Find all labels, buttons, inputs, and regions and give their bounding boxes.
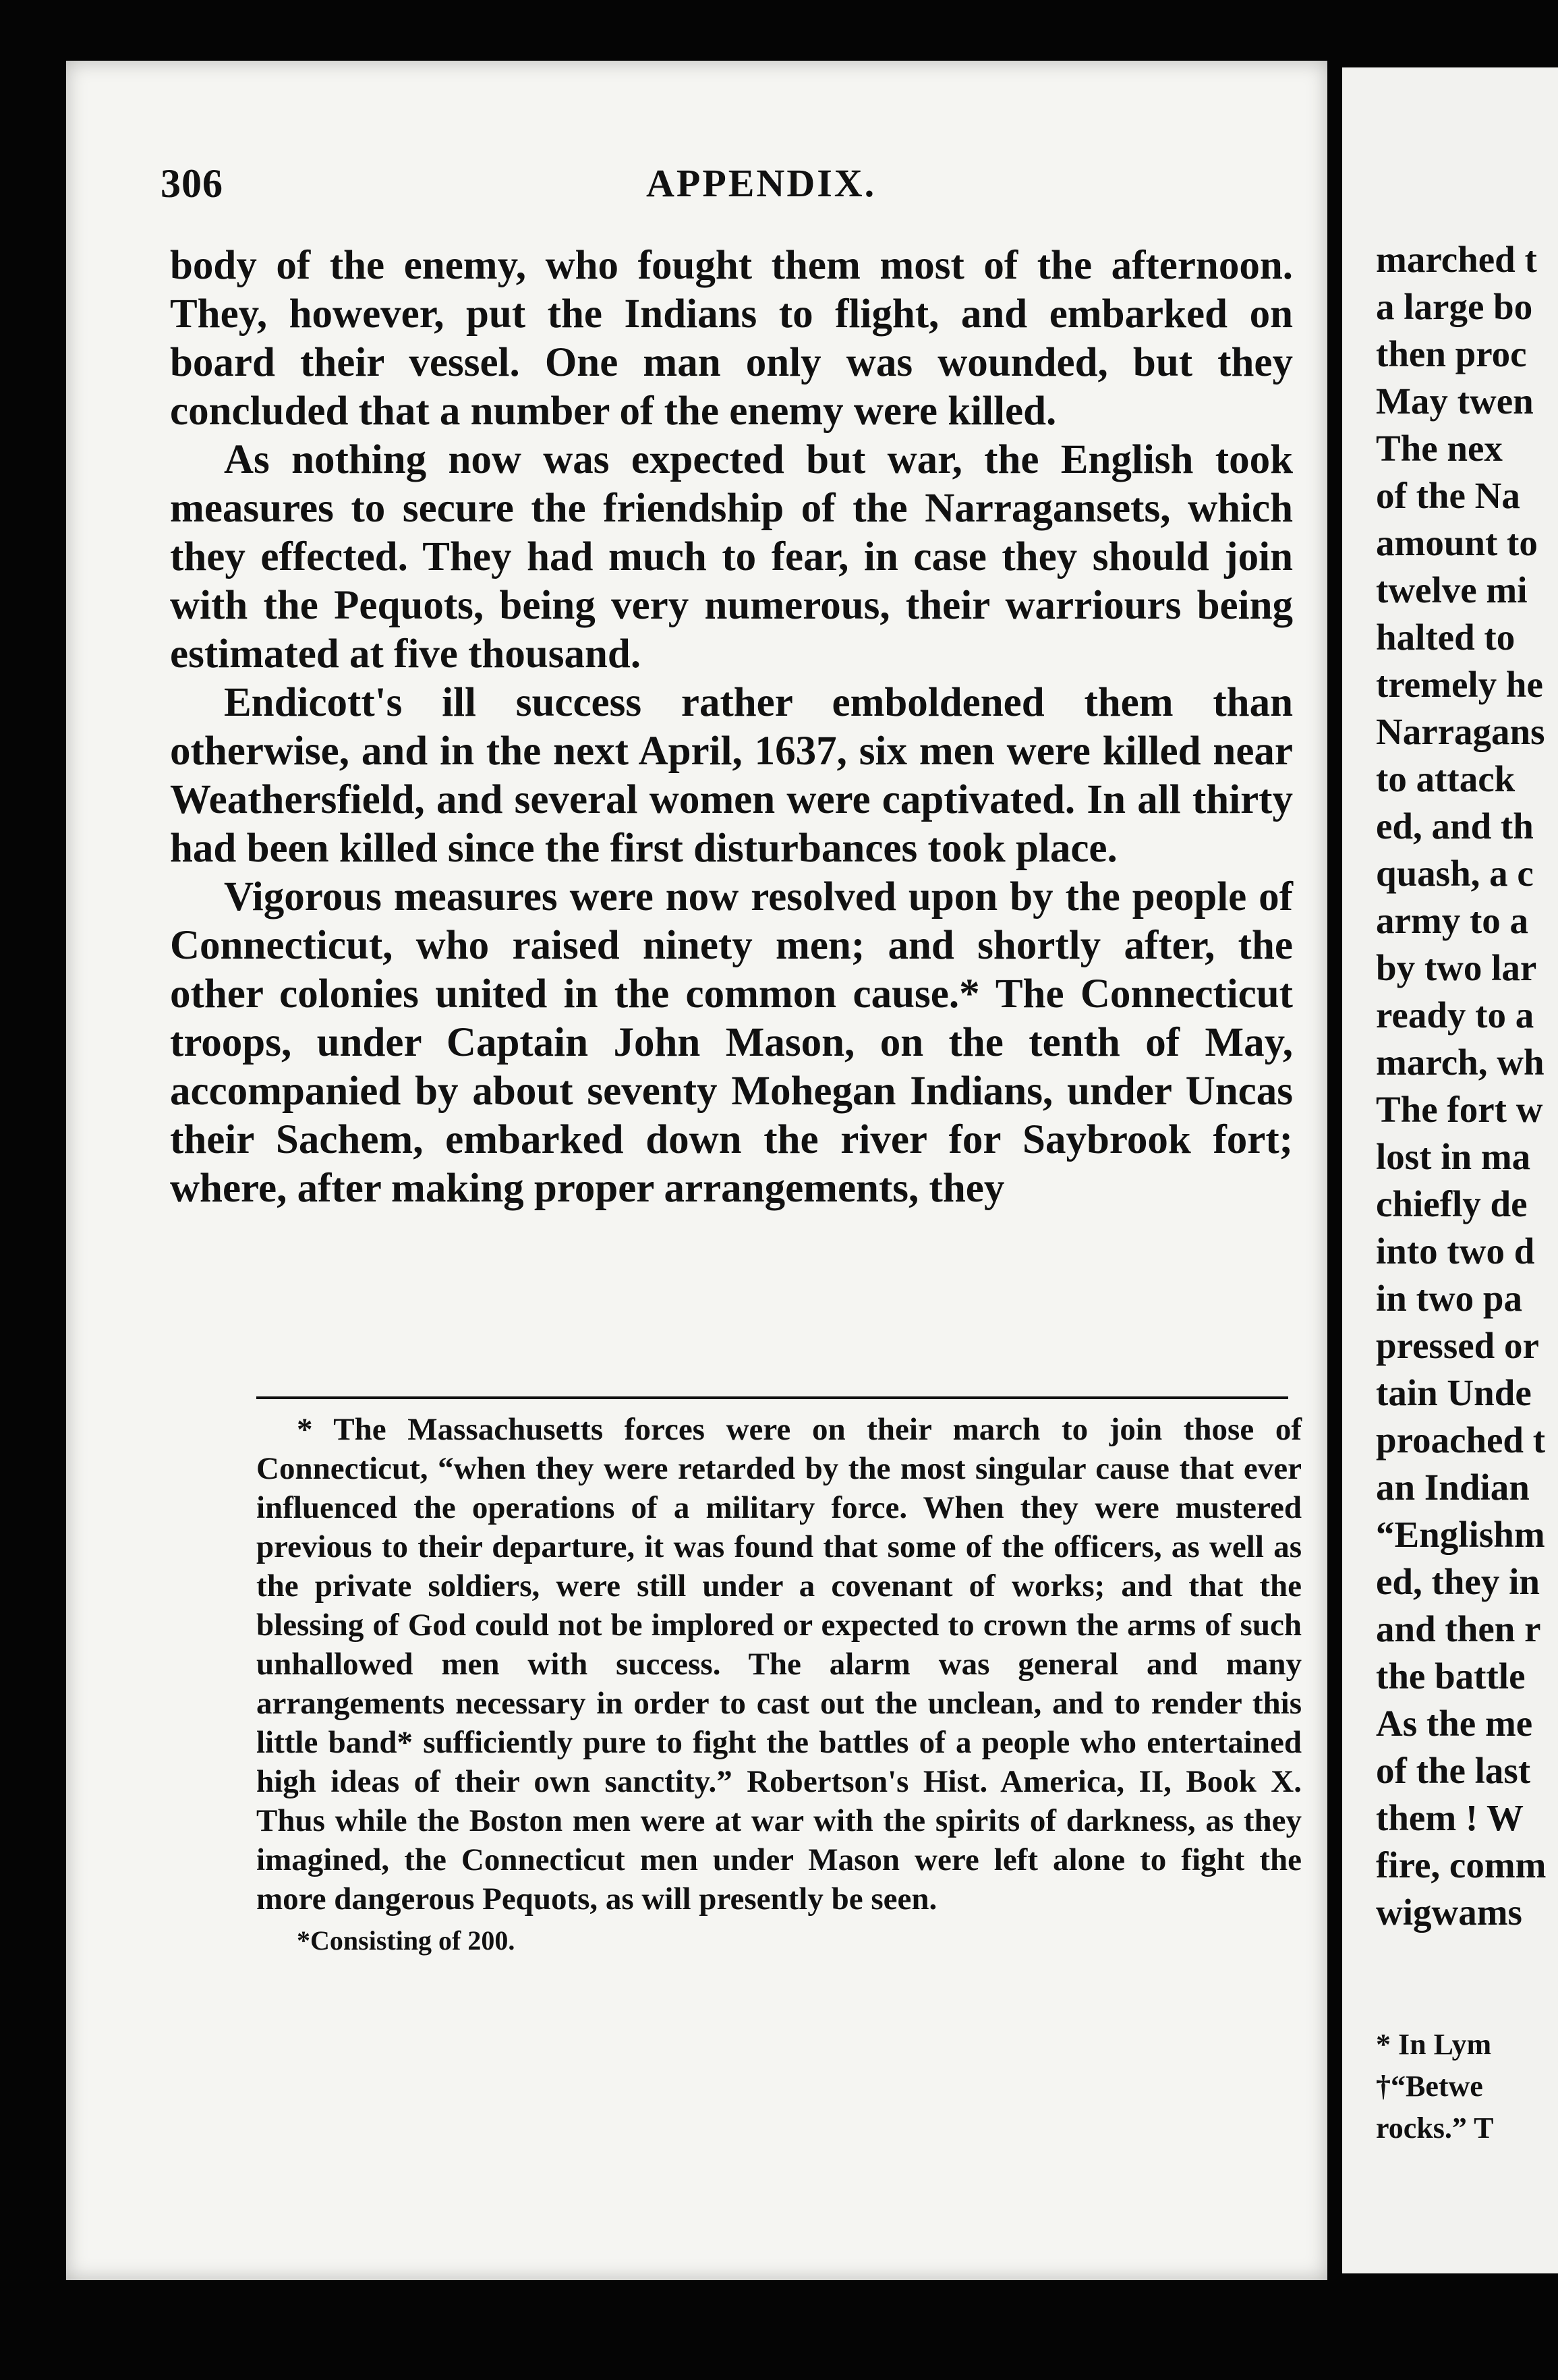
- text-line: pressed or: [1376, 1325, 1539, 1366]
- text-line: ready to a: [1376, 994, 1534, 1036]
- right-page-text: [1376, 236, 1558, 1936]
- text-line: lost in ma: [1376, 1136, 1531, 1177]
- footnote: *Consisting of 200.: [297, 1925, 515, 1956]
- text-line: Narragans: [1376, 711, 1545, 752]
- text-line: by two lar: [1376, 947, 1537, 988]
- text-line: army to a: [1376, 900, 1529, 941]
- right-page-footnotes: [1376, 2024, 1558, 2149]
- text-line: wigwams: [1376, 1892, 1522, 1933]
- footnote-line: rocks.” T: [1376, 2112, 1494, 2145]
- page-number: 306: [161, 161, 223, 206]
- footnotes: [256, 1410, 1302, 1960]
- text-line: The fort w: [1376, 1089, 1543, 1130]
- text-line: quash, a c: [1376, 853, 1534, 894]
- text-line: to attack: [1376, 758, 1516, 799]
- footnote: * The Massachusetts forces were on their march to join those of Connecticut, “when they were retarded by the most singular cause that ever influenced the operations of a military force. When they were mustered previous to their departure, it was found that some of the officers, as well as the private soldiers, were still under a covenant of works; and that the blessing of God could not be implored or expected to crown the arms of such unhallowed men with success. The alarm was general and many arrangements necessary in order to cast out the unclean, and to render this little band* sufficiently pure to fight the battles of a people who entertained high ideas of their own sanctity.” Robertson's Hist. America, II, Book X. Thus while the Boston men were at war with the spirits of darkness, as they imagined, the Connecticut men under Mason were left alone to fight the more dangerous Pequots, as will presently be seen.: [256, 1412, 1302, 1917]
- text-line: fire, comm: [1376, 1844, 1547, 1886]
- text-line: the battle: [1376, 1655, 1526, 1697]
- paragraph: body of the enemy, who fought them most of the afternoon. They, however, put the Indians to flight, and embarked on board their vessel. One man only was wounded, but they concluded that a number of the enemy were killed.: [170, 243, 1293, 434]
- text-line: halted to: [1376, 617, 1516, 658]
- text-line: ed, they in: [1376, 1561, 1540, 1602]
- text-line: chiefly de: [1376, 1183, 1528, 1224]
- text-line: an Indian: [1376, 1467, 1530, 1508]
- page-header: [161, 161, 1280, 221]
- text-line: and then r: [1376, 1608, 1541, 1649]
- text-line: The nex: [1376, 428, 1503, 469]
- footnote-line: * In Lym: [1376, 2028, 1492, 2061]
- text-line: a large bo: [1376, 286, 1533, 327]
- text-line: marched t: [1376, 239, 1537, 280]
- text-line: tremely he: [1376, 664, 1543, 705]
- text-line: ed, and th: [1376, 805, 1534, 847]
- paragraph: Endicott's ill success rather emboldened them than otherwise, and in the next April, 1637, six men were killed near Weathersfield, and several women were captivated. In all thirty had been killed since the first disturbances took place.: [170, 680, 1293, 871]
- text-line: “Englishm: [1376, 1514, 1545, 1555]
- text-line: of the last: [1376, 1750, 1531, 1791]
- paragraph: Vigorous measures were now resolved upon by the people of Connecticut, who raised ninety men; and shortly after, the other colonies united in the common cause.* The Connecticut troops, under Captain John Mason, on the tenth of May, accompanied by about seventy Mohegan Indians, under Uncas their Sachem, embarked down the river for Saybrook fort; where, after making proper arrangements, they: [170, 874, 1293, 1211]
- footnote-line: †“Betwe: [1376, 2070, 1483, 2103]
- text-line: them ! W: [1376, 1797, 1524, 1838]
- paragraph: As nothing now was expected but war, the English took measures to secure the friendship of the Narragansets, which they effected. They had much to fear, in case they should join with the Pequots, being very numerous, their warriours being estimated at five thousand.: [170, 437, 1293, 677]
- text-line: May twen: [1376, 380, 1534, 422]
- text-line: into two d: [1376, 1230, 1535, 1272]
- text-line: amount to: [1376, 522, 1538, 563]
- text-line: in two pa: [1376, 1278, 1522, 1319]
- main-text: [170, 242, 1293, 1213]
- text-line: then proc: [1376, 333, 1527, 374]
- text-line: proached t: [1376, 1419, 1546, 1461]
- footnote-rule: [256, 1396, 1288, 1399]
- text-line: twelve mi: [1376, 569, 1528, 611]
- right-page: [1342, 67, 1558, 2273]
- running-head: APPENDIX.: [646, 161, 877, 205]
- text-line: march, wh: [1376, 1042, 1545, 1083]
- text-line: tain Unde: [1376, 1372, 1532, 1413]
- text-line: As the me: [1376, 1703, 1533, 1744]
- text-line: of the Na: [1376, 475, 1520, 516]
